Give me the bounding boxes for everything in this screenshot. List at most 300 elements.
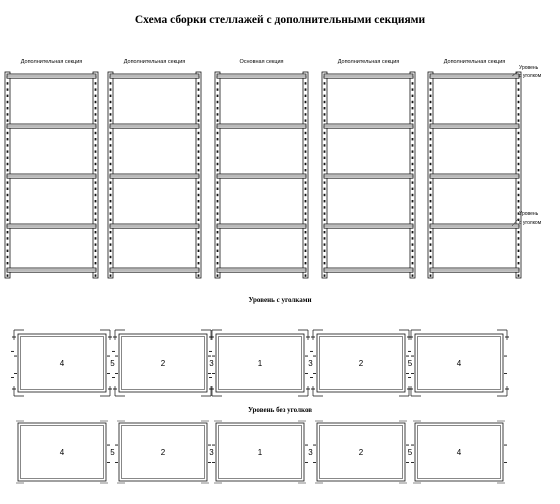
- post-hole: [430, 200, 432, 202]
- post-hole: [324, 188, 326, 190]
- post-hole: [217, 231, 219, 233]
- post-hole: [324, 212, 326, 214]
- post-hole: [7, 101, 9, 103]
- post-hole: [217, 181, 219, 183]
- plan-row: [16, 406, 507, 483]
- post-hole: [324, 107, 326, 109]
- panel-number: 4: [456, 359, 462, 368]
- post-hole: [412, 194, 414, 196]
- post-hole: [305, 113, 307, 115]
- post-hole: [518, 256, 520, 258]
- post-hole: [305, 250, 307, 252]
- post-hole: [412, 212, 414, 214]
- post-hole: [430, 144, 432, 146]
- post-hole: [110, 250, 112, 252]
- post-hole: [198, 212, 200, 214]
- gap-number: 5: [110, 448, 115, 457]
- post-hole: [95, 144, 97, 146]
- section-label: Основная секция: [239, 59, 284, 65]
- post-hole: [305, 262, 307, 264]
- gap-number: 5: [110, 359, 115, 368]
- post-hole: [217, 113, 219, 115]
- post-hole: [412, 262, 414, 264]
- post-hole: [95, 88, 97, 90]
- plan-panel: [310, 330, 411, 396]
- post-hole: [217, 274, 219, 276]
- post-hole: [430, 82, 432, 84]
- post-hole: [217, 107, 219, 109]
- post-hole: [430, 194, 432, 196]
- post-hole: [7, 157, 9, 159]
- post-hole: [110, 194, 112, 196]
- panel-number: 2: [160, 359, 166, 368]
- post-hole: [412, 88, 414, 90]
- post-hole: [430, 181, 432, 183]
- post-hole: [217, 144, 219, 146]
- post-hole: [217, 157, 219, 159]
- plan-panel: [212, 421, 308, 483]
- post-hole: [198, 88, 200, 90]
- post-hole: [198, 157, 200, 159]
- panel-number: 4: [456, 448, 462, 457]
- post-hole: [217, 163, 219, 165]
- post-hole: [217, 212, 219, 214]
- post-hole: [324, 150, 326, 152]
- post-hole: [305, 163, 307, 165]
- post-hole: [95, 188, 97, 190]
- post-hole: [305, 256, 307, 258]
- post-hole: [7, 231, 9, 233]
- plan-panel: [16, 421, 110, 483]
- post-hole: [110, 163, 112, 165]
- post-hole: [217, 169, 219, 171]
- post-hole: [324, 82, 326, 84]
- plan-title: Уровень без уголков: [247, 406, 313, 414]
- post-hole: [305, 119, 307, 121]
- post-hole: [430, 138, 432, 140]
- post-hole: [324, 237, 326, 239]
- post-hole: [217, 132, 219, 134]
- post-hole: [217, 262, 219, 264]
- post-hole: [305, 138, 307, 140]
- post-hole: [7, 237, 9, 239]
- post-hole: [198, 194, 200, 196]
- post-hole: [305, 101, 307, 103]
- post-hole: [324, 163, 326, 165]
- post-hole: [95, 132, 97, 134]
- post-hole: [7, 262, 9, 264]
- post-hole: [198, 181, 200, 183]
- post-hole: [95, 262, 97, 264]
- post-hole: [110, 256, 112, 258]
- annotation-text: с уголком: [519, 220, 542, 226]
- gap-number: 3: [209, 448, 214, 457]
- post-hole: [305, 194, 307, 196]
- post-hole: [198, 188, 200, 190]
- post-hole: [305, 107, 307, 109]
- post-hole: [518, 95, 520, 97]
- post-hole: [110, 150, 112, 152]
- post-hole: [324, 231, 326, 233]
- post-hole: [95, 95, 97, 97]
- post-hole: [198, 113, 200, 115]
- post-hole: [7, 212, 9, 214]
- panel-number: 2: [358, 448, 364, 457]
- post-hole: [430, 163, 432, 165]
- gap-number: 5: [407, 359, 413, 368]
- rack-section: [428, 59, 521, 278]
- post-hole: [110, 95, 112, 97]
- post-hole: [7, 82, 9, 84]
- post-hole: [7, 163, 9, 165]
- post-hole: [412, 138, 414, 140]
- post-hole: [430, 101, 432, 103]
- post-hole: [110, 132, 112, 134]
- post-hole: [95, 194, 97, 196]
- post-hole: [305, 95, 307, 97]
- post-hole: [95, 181, 97, 183]
- post-hole: [217, 194, 219, 196]
- post-hole: [217, 82, 219, 84]
- panel-number: 2: [160, 448, 166, 457]
- post-hole: [198, 169, 200, 171]
- plan-row: [11, 296, 509, 396]
- post-hole: [110, 231, 112, 233]
- post-hole: [7, 132, 9, 134]
- post-hole: [430, 243, 432, 245]
- post-hole: [324, 113, 326, 115]
- post-hole: [110, 212, 112, 214]
- post-hole: [95, 256, 97, 258]
- post-hole: [430, 219, 432, 221]
- post-hole: [7, 119, 9, 121]
- post-hole: [110, 144, 112, 146]
- rack-elevations: [5, 59, 542, 278]
- post-hole: [198, 206, 200, 208]
- panel-number: 4: [59, 448, 65, 457]
- post-hole: [518, 113, 520, 115]
- panel-number: 4: [59, 359, 65, 368]
- rack-section: [5, 59, 98, 278]
- post-hole: [198, 219, 200, 221]
- post-hole: [324, 119, 326, 121]
- post-hole: [430, 88, 432, 90]
- post-hole: [7, 219, 9, 221]
- post-hole: [412, 237, 414, 239]
- post-hole: [110, 107, 112, 109]
- post-hole: [324, 250, 326, 252]
- post-hole: [198, 200, 200, 202]
- post-hole: [110, 119, 112, 121]
- post-hole: [110, 237, 112, 239]
- post-hole: [324, 157, 326, 159]
- post-hole: [198, 138, 200, 140]
- post-hole: [518, 132, 520, 134]
- post-hole: [324, 256, 326, 258]
- post-hole: [412, 219, 414, 221]
- post-hole: [324, 262, 326, 264]
- post-hole: [7, 107, 9, 109]
- post-hole: [110, 219, 112, 221]
- post-hole: [110, 88, 112, 90]
- post-hole: [95, 150, 97, 152]
- post-hole: [412, 256, 414, 258]
- post-hole: [305, 212, 307, 214]
- post-hole: [95, 243, 97, 245]
- post-hole: [430, 212, 432, 214]
- post-hole: [7, 200, 9, 202]
- post-hole: [324, 243, 326, 245]
- post-hole: [110, 169, 112, 171]
- post-hole: [518, 200, 520, 202]
- post-hole: [430, 95, 432, 97]
- post-hole: [430, 231, 432, 233]
- post-hole: [518, 243, 520, 245]
- post-hole: [217, 119, 219, 121]
- post-hole: [217, 101, 219, 103]
- post-hole: [518, 144, 520, 146]
- post-hole: [305, 200, 307, 202]
- post-hole: [7, 274, 9, 276]
- post-hole: [518, 231, 520, 233]
- post-hole: [412, 274, 414, 276]
- post-hole: [198, 82, 200, 84]
- post-hole: [110, 262, 112, 264]
- post-hole: [7, 188, 9, 190]
- rack-section: [108, 59, 201, 278]
- post-hole: [305, 231, 307, 233]
- post-hole: [430, 250, 432, 252]
- post-hole: [412, 243, 414, 245]
- post-hole: [217, 138, 219, 140]
- post-hole: [518, 250, 520, 252]
- post-hole: [198, 144, 200, 146]
- post-hole: [430, 157, 432, 159]
- post-hole: [217, 200, 219, 202]
- post-hole: [305, 237, 307, 239]
- post-hole: [217, 150, 219, 152]
- post-hole: [518, 237, 520, 239]
- plan-panel: [313, 421, 409, 483]
- post-hole: [324, 169, 326, 171]
- post-hole: [95, 206, 97, 208]
- post-hole: [95, 219, 97, 221]
- gap-number: 3: [209, 359, 214, 368]
- post-hole: [518, 82, 520, 84]
- post-hole: [7, 194, 9, 196]
- post-hole: [305, 169, 307, 171]
- post-hole: [305, 150, 307, 152]
- post-hole: [95, 169, 97, 171]
- post-hole: [305, 243, 307, 245]
- post-hole: [412, 250, 414, 252]
- plan-panel: [209, 330, 310, 396]
- post-hole: [110, 181, 112, 183]
- post-hole: [412, 113, 414, 115]
- section-label: Дополнительная секция: [20, 59, 83, 65]
- post-hole: [305, 188, 307, 190]
- post-hole: [412, 181, 414, 183]
- post-hole: [7, 256, 9, 258]
- post-hole: [518, 101, 520, 103]
- post-hole: [430, 206, 432, 208]
- post-hole: [7, 181, 9, 183]
- post-hole: [430, 237, 432, 239]
- post-hole: [430, 256, 432, 258]
- annotation-text: Уровень: [519, 65, 539, 71]
- post-hole: [412, 188, 414, 190]
- post-hole: [412, 132, 414, 134]
- post-hole: [430, 113, 432, 115]
- post-hole: [412, 169, 414, 171]
- gap-number: 5: [407, 448, 413, 457]
- post-hole: [430, 150, 432, 152]
- post-hole: [110, 138, 112, 140]
- post-hole: [217, 219, 219, 221]
- post-hole: [412, 95, 414, 97]
- post-hole: [7, 138, 9, 140]
- post-hole: [430, 274, 432, 276]
- post-hole: [430, 119, 432, 121]
- post-hole: [217, 95, 219, 97]
- post-hole: [198, 150, 200, 152]
- post-hole: [110, 113, 112, 115]
- post-hole: [95, 237, 97, 239]
- plan-panel: [115, 421, 211, 483]
- post-hole: [412, 101, 414, 103]
- post-hole: [198, 262, 200, 264]
- post-hole: [324, 181, 326, 183]
- post-hole: [324, 219, 326, 221]
- post-hole: [95, 212, 97, 214]
- post-hole: [217, 88, 219, 90]
- post-hole: [198, 237, 200, 239]
- post-hole: [198, 274, 200, 276]
- post-hole: [324, 132, 326, 134]
- panel-number: 1: [257, 448, 263, 457]
- post-hole: [198, 256, 200, 258]
- post-hole: [305, 274, 307, 276]
- post-hole: [95, 113, 97, 115]
- post-hole: [412, 200, 414, 202]
- post-hole: [7, 88, 9, 90]
- post-hole: [518, 150, 520, 152]
- post-hole: [95, 274, 97, 276]
- post-hole: [7, 113, 9, 115]
- post-hole: [7, 150, 9, 152]
- section-label: Дополнительная секция: [443, 59, 506, 65]
- post-hole: [305, 206, 307, 208]
- post-hole: [518, 188, 520, 190]
- post-hole: [110, 82, 112, 84]
- post-hole: [217, 243, 219, 245]
- post-hole: [412, 82, 414, 84]
- post-hole: [518, 194, 520, 196]
- post-hole: [324, 194, 326, 196]
- post-hole: [95, 119, 97, 121]
- post-hole: [324, 144, 326, 146]
- post-hole: [110, 200, 112, 202]
- post-hole: [518, 157, 520, 159]
- rack-section: [322, 59, 415, 278]
- post-hole: [217, 188, 219, 190]
- post-hole: [7, 95, 9, 97]
- post-hole: [7, 169, 9, 171]
- post-hole: [430, 107, 432, 109]
- post-hole: [518, 138, 520, 140]
- post-hole: [324, 95, 326, 97]
- post-hole: [324, 206, 326, 208]
- post-hole: [7, 250, 9, 252]
- post-hole: [518, 169, 520, 171]
- post-hole: [7, 144, 9, 146]
- post-hole: [305, 88, 307, 90]
- level-plans: [11, 296, 509, 483]
- post-hole: [412, 144, 414, 146]
- post-hole: [412, 206, 414, 208]
- post-hole: [198, 95, 200, 97]
- post-hole: [412, 231, 414, 233]
- gap-number: 3: [308, 448, 313, 457]
- post-hole: [305, 82, 307, 84]
- post-hole: [305, 157, 307, 159]
- post-hole: [305, 132, 307, 134]
- post-hole: [110, 188, 112, 190]
- post-hole: [7, 206, 9, 208]
- post-hole: [305, 144, 307, 146]
- post-hole: [412, 150, 414, 152]
- post-hole: [95, 163, 97, 165]
- post-hole: [110, 274, 112, 276]
- post-hole: [198, 132, 200, 134]
- plan-panel: [11, 330, 112, 396]
- post-hole: [518, 181, 520, 183]
- post-hole: [95, 157, 97, 159]
- post-hole: [198, 231, 200, 233]
- panel-number: 2: [358, 359, 364, 368]
- plan-panel: [411, 421, 507, 483]
- post-hole: [217, 206, 219, 208]
- diagram-title: Схема сборки стеллажей с дополнительными секциями: [134, 14, 426, 26]
- rack-section: [215, 59, 308, 278]
- post-hole: [412, 107, 414, 109]
- post-hole: [95, 231, 97, 233]
- plan-panel: [408, 330, 509, 396]
- post-hole: [430, 132, 432, 134]
- post-hole: [518, 88, 520, 90]
- post-hole: [198, 119, 200, 121]
- post-hole: [95, 82, 97, 84]
- post-hole: [95, 200, 97, 202]
- section-label: Дополнительная секция: [123, 59, 186, 65]
- post-hole: [95, 250, 97, 252]
- plan-title: Уровень с уголками: [248, 296, 312, 304]
- post-hole: [518, 206, 520, 208]
- post-hole: [518, 262, 520, 264]
- annotation-text: с уголком: [519, 73, 542, 79]
- post-hole: [95, 107, 97, 109]
- post-hole: [518, 107, 520, 109]
- gap-number: 3: [308, 359, 313, 368]
- post-hole: [198, 107, 200, 109]
- post-hole: [430, 262, 432, 264]
- post-hole: [217, 250, 219, 252]
- post-hole: [198, 250, 200, 252]
- panel-number: 1: [257, 359, 263, 368]
- post-hole: [95, 138, 97, 140]
- post-hole: [518, 274, 520, 276]
- post-hole: [110, 101, 112, 103]
